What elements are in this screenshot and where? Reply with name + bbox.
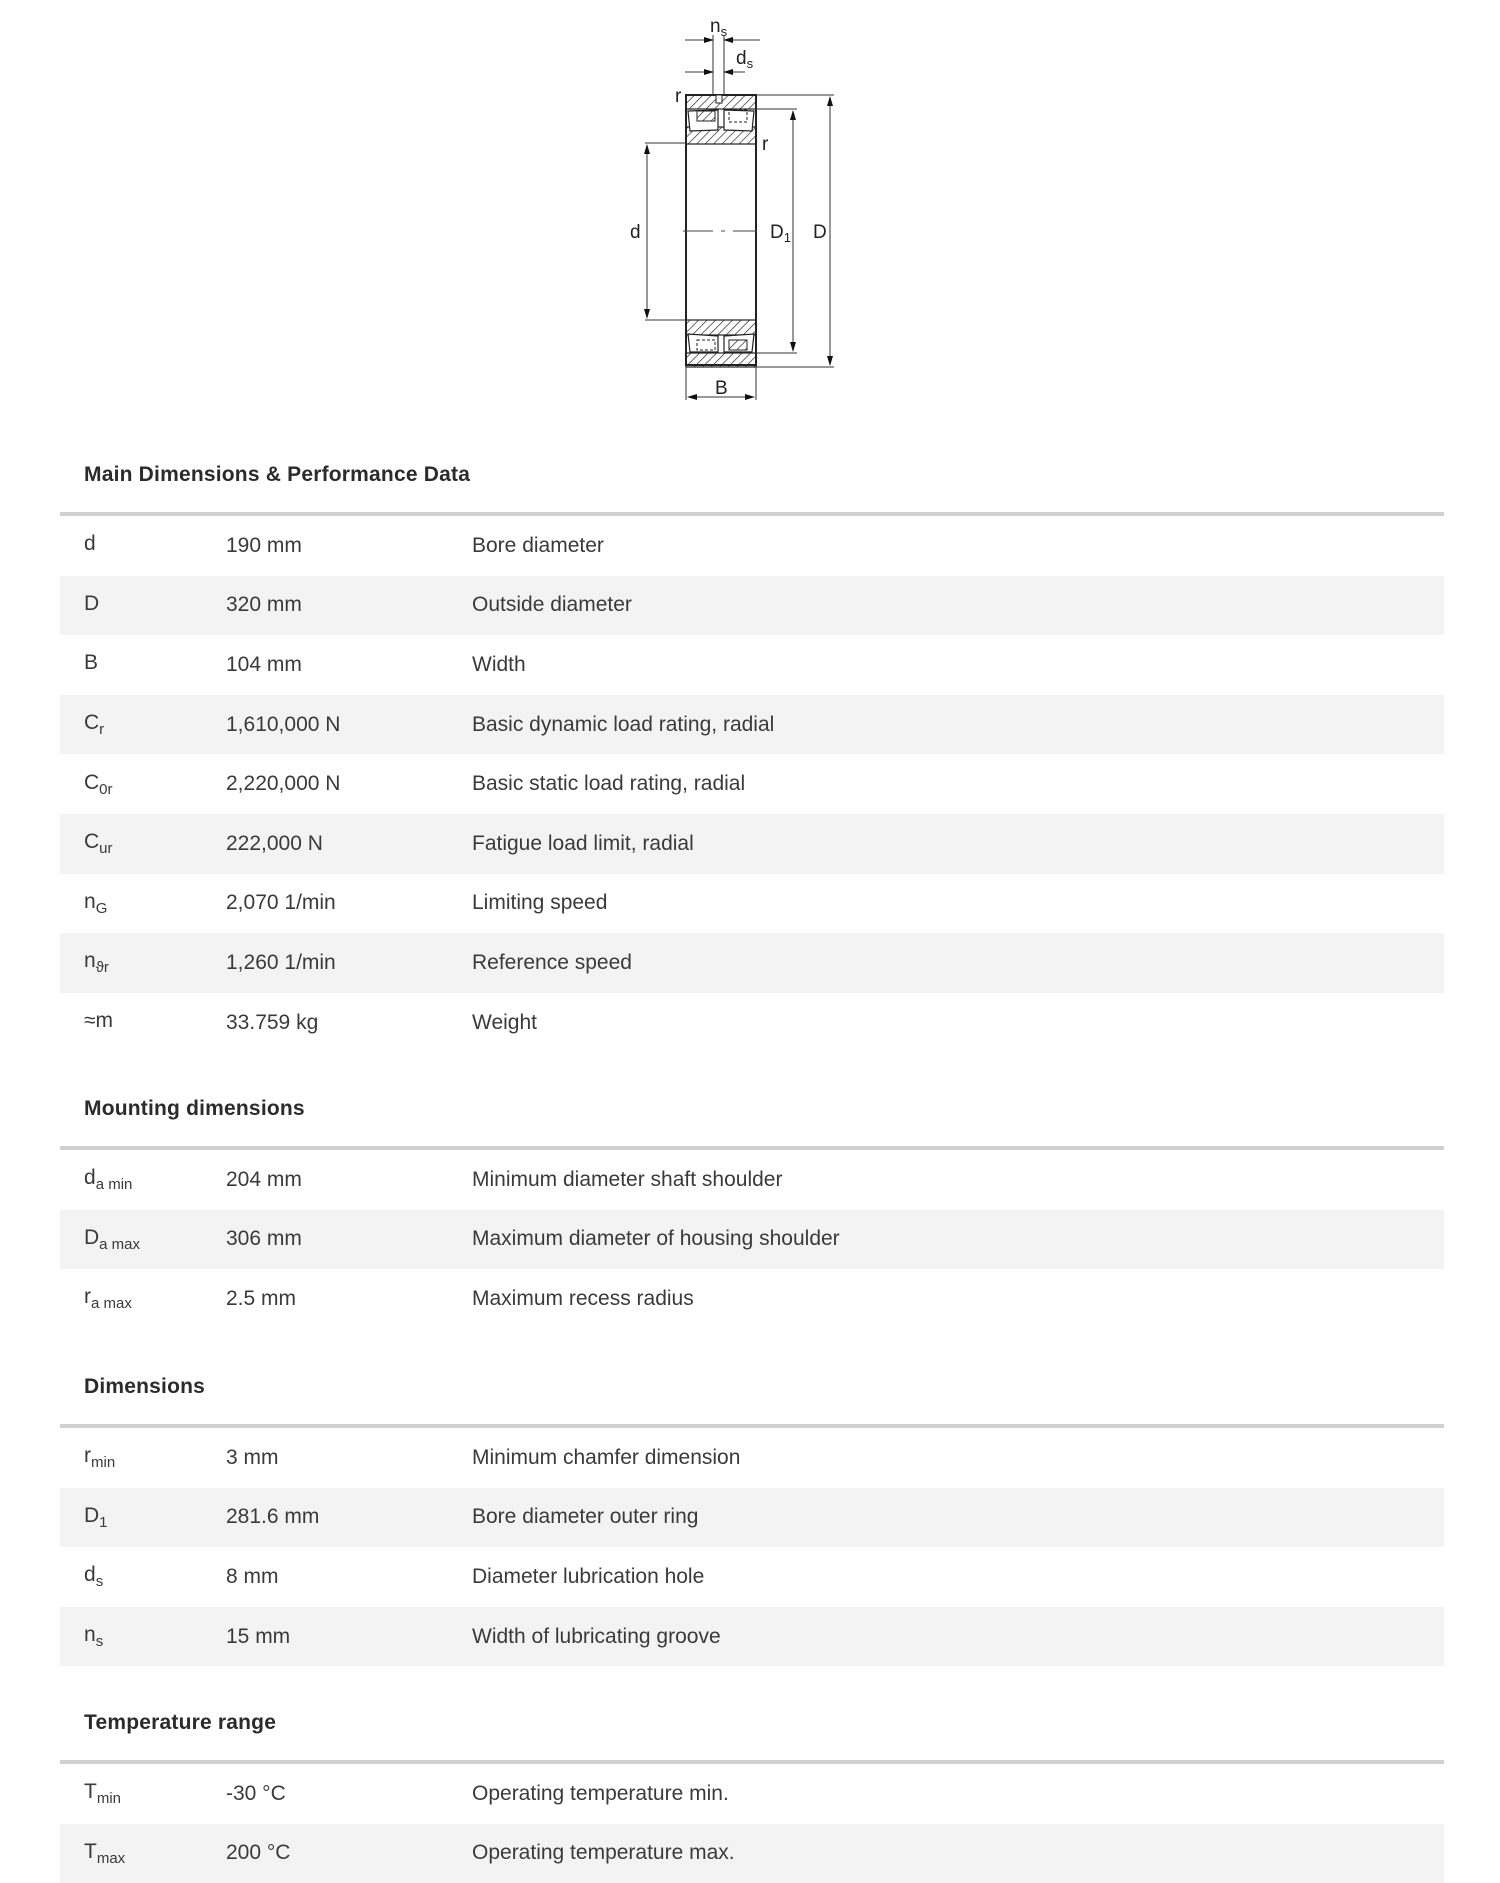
section-main-dimensions xyxy=(60,458,1444,1052)
value-cell: 222,000 N xyxy=(226,831,323,855)
label-D: D xyxy=(813,222,827,243)
description-cell: Bore diameter xyxy=(472,533,604,557)
table-row xyxy=(60,933,1444,993)
roller-bottom-left xyxy=(688,334,718,352)
symbol-subscript: min xyxy=(96,1790,121,1808)
description-cell: Bore diameter outer ring xyxy=(472,1505,699,1529)
symbol-subscript: ϑr xyxy=(95,959,109,977)
description-cell: Basic static load rating, radial xyxy=(472,772,746,796)
section-temperature-range xyxy=(60,1706,1444,1883)
symbol-cell xyxy=(60,1840,226,1867)
description-cell: Limiting speed xyxy=(472,891,608,915)
section-title: Dimensions xyxy=(84,1375,206,1398)
symbol-subscript: a max xyxy=(99,1235,141,1253)
table-row xyxy=(60,814,1444,874)
symbol-subscript: 1 xyxy=(99,1513,108,1531)
value-cell: 320 mm xyxy=(226,593,302,617)
description-cell: Maximum diameter of housing shoulder xyxy=(472,1227,840,1251)
symbol: n xyxy=(84,949,96,973)
table-row xyxy=(60,1488,1444,1548)
spec-table xyxy=(60,1764,1444,1883)
symbol-subscript: a min xyxy=(95,1176,133,1194)
symbol: d xyxy=(84,1563,96,1587)
symbol-subscript: G xyxy=(95,899,108,917)
symbol-cell xyxy=(60,949,226,976)
table-row xyxy=(60,1607,1444,1667)
description-cell: Minimum chamfer dimension xyxy=(472,1445,741,1469)
value-cell: 190 mm xyxy=(226,533,302,557)
table-row xyxy=(60,576,1444,636)
value-cell: 1,260 1/min xyxy=(226,950,336,974)
value-cell: 15 mm xyxy=(226,1624,291,1648)
symbol: r xyxy=(84,1444,91,1468)
bearing-cross-section-diagram xyxy=(600,0,900,420)
section-title: Main Dimensions & Performance Data xyxy=(84,463,471,486)
label-r-top: r xyxy=(675,86,682,107)
description-cell: Minimum diameter shaft shoulder xyxy=(472,1167,783,1191)
symbol-subscript: a max xyxy=(91,1295,132,1313)
symbol: C xyxy=(84,770,100,794)
symbol-cell xyxy=(60,1780,226,1807)
value-cell: 2,220,000 N xyxy=(226,772,341,796)
spec-table xyxy=(60,516,1444,1052)
spec-table xyxy=(60,1428,1444,1666)
value-cell: 104 mm xyxy=(226,652,302,676)
table-row xyxy=(60,516,1444,576)
symbol-cell xyxy=(60,532,226,559)
value-cell: 1,610,000 N xyxy=(226,712,341,736)
description-cell: Operating temperature min. xyxy=(472,1781,729,1805)
symbol-cell xyxy=(60,1009,226,1036)
symbol-subscript: s xyxy=(95,1633,104,1651)
symbol-cell xyxy=(60,1623,226,1650)
value-cell: 306 mm xyxy=(226,1227,302,1251)
section-title: Mounting dimensions xyxy=(84,1097,305,1120)
section-dimensions xyxy=(60,1370,1444,1666)
spec-table xyxy=(60,1150,1444,1329)
table-row xyxy=(60,1547,1444,1607)
table-row xyxy=(60,1210,1444,1270)
symbol: d xyxy=(84,1166,96,1190)
table-row xyxy=(60,1428,1444,1488)
symbol-cell xyxy=(60,592,226,619)
symbol-cell xyxy=(60,1226,226,1253)
table-row xyxy=(60,635,1444,695)
symbol-cell xyxy=(60,711,226,738)
table-row xyxy=(60,1269,1444,1329)
description-cell: Width of lubricating groove xyxy=(472,1624,721,1648)
label-ns: $n_s$ xyxy=(710,16,728,39)
table-row xyxy=(60,695,1444,755)
symbol: D xyxy=(84,1503,100,1527)
value-cell: 8 mm xyxy=(226,1564,279,1588)
value-cell: -30 °C xyxy=(226,1781,286,1805)
table-row xyxy=(60,1824,1444,1883)
symbol-cell xyxy=(60,1285,226,1312)
symbol-subscript: s xyxy=(95,1573,104,1591)
symbol-subscript: max xyxy=(96,1849,126,1867)
description-cell: Reference speed xyxy=(472,950,632,974)
symbol-cell xyxy=(60,1166,226,1193)
label-d: d xyxy=(630,222,641,243)
symbol: C xyxy=(84,711,100,735)
symbol: D xyxy=(84,1225,100,1249)
label-D1: $D_1$ xyxy=(770,222,791,245)
symbol-cell xyxy=(60,1444,226,1471)
symbol: n xyxy=(84,889,96,913)
value-cell: 204 mm xyxy=(226,1167,302,1191)
symbol-cell xyxy=(60,651,226,678)
value-cell: 200 °C xyxy=(226,1841,291,1865)
symbol-cell xyxy=(60,1563,226,1590)
description-cell: Outside diameter xyxy=(472,593,632,617)
description-cell: Diameter lubrication hole xyxy=(472,1564,705,1588)
symbol-subscript: r xyxy=(99,721,105,739)
section-title: Temperature range xyxy=(84,1711,277,1734)
value-cell: 2,070 1/min xyxy=(226,891,336,915)
symbol-cell xyxy=(60,830,226,857)
symbol-subscript: ur xyxy=(99,840,113,858)
symbol-cell xyxy=(60,1504,226,1531)
label-B: B xyxy=(715,378,728,399)
table-row xyxy=(60,993,1444,1053)
symbol: n xyxy=(84,1623,96,1647)
value-cell: 2.5 mm xyxy=(226,1286,297,1310)
symbol-subscript: min xyxy=(91,1454,116,1472)
description-cell: Width xyxy=(472,652,526,676)
symbol: d xyxy=(84,532,96,556)
symbol-cell xyxy=(60,890,226,917)
symbol: D xyxy=(84,591,100,615)
description-cell: Maximum recess radius xyxy=(472,1286,694,1310)
description-cell: Basic dynamic load rating, radial xyxy=(472,712,775,736)
description-cell: Operating temperature max. xyxy=(472,1841,735,1865)
table-row xyxy=(60,874,1444,934)
table-row xyxy=(60,754,1444,814)
value-cell: 33.759 kg xyxy=(226,1010,319,1034)
symbol: T xyxy=(84,1780,97,1804)
symbol: C xyxy=(84,830,100,854)
outer-ring-bottom xyxy=(686,353,756,367)
table-row xyxy=(60,1150,1444,1210)
description-cell: Fatigue load limit, radial xyxy=(472,831,694,855)
symbol: ≈m xyxy=(84,1009,114,1033)
label-ds: $d_s$ xyxy=(736,48,754,71)
description-cell: Weight xyxy=(472,1010,537,1034)
section-mounting-dimensions xyxy=(60,1092,1444,1329)
symbol-subscript: 0r xyxy=(99,780,113,798)
symbol-cell xyxy=(60,771,226,798)
inner-ring-bottom xyxy=(686,320,756,335)
table-row xyxy=(60,1764,1444,1824)
symbol: T xyxy=(84,1839,97,1863)
value-cell: 281.6 mm xyxy=(226,1505,320,1529)
label-r-inner: r xyxy=(762,134,769,155)
symbol: r xyxy=(84,1285,91,1309)
value-cell: 3 mm xyxy=(226,1445,279,1469)
symbol: B xyxy=(84,651,99,675)
